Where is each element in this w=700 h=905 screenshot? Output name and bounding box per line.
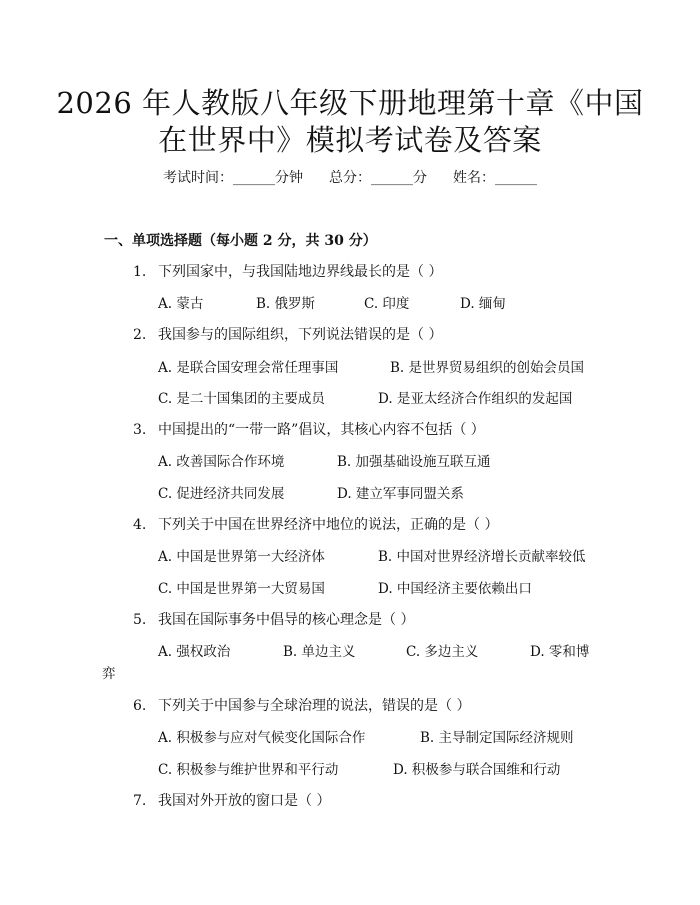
question-text: 下列关于中国在世界经济中地位的说法，正确的是（ ） [158,517,499,533]
question-number: 3. [133,422,147,438]
question-text: 下列关于中国参与全球治理的说法，错误的是（ ） [158,698,471,714]
option-a: A. 改善国际合作环境 [158,454,285,470]
option-c: C. 中国是世界第一大贸易国 [158,581,325,597]
option-d: D. 是亚太经济合作组织的发起国 [378,391,573,407]
option-d-wrap: 弈 [102,666,116,682]
option-c: C. 是二十国集团的主要成员 [158,391,325,407]
option-c: C. 多边主义 [406,644,479,660]
question-text: 下列国家中，与我国陆地边界线最长的是（ ） [158,264,443,280]
exam-name: 姓名：______ [453,170,537,186]
option-d: D. 零和博 [530,644,590,660]
option-b: B. 俄罗斯 [256,296,316,312]
question-number: 5. [133,612,147,628]
question-number: 7. [133,793,147,809]
option-d: D. 缅甸 [460,296,506,312]
question-number: 1. [133,264,147,280]
question-text: 我国对外开放的窗口是（ ） [158,793,331,809]
title-line-1: 2026 年人教版八年级下册地理第十章《中国 [56,86,644,120]
option-a: A. 中国是世界第一大经济体 [158,549,325,565]
option-b: B. 加强基础设施互联互通 [337,454,491,470]
option-a: A. 强权政治 [158,644,231,660]
option-b: B. 中国对世界经济增长贡献率较低 [378,549,586,565]
option-b: B. 单边主义 [283,644,356,660]
option-c: C. 印度 [364,296,410,312]
option-a: A. 蒙古 [158,296,204,312]
question-text: 我国在国际事务中倡导的核心理念是（ ） [158,612,415,628]
option-b: B. 是世界贸易组织的创始会员国 [390,360,585,376]
question-number: 2. [133,327,147,343]
question-number: 4. [133,517,147,533]
option-d: D. 中国经济主要依赖出口 [378,581,532,597]
exam-info [0,168,700,188]
question-text: 中国提出的“一带一路”倡议，其核心内容不包括（ ） [158,422,485,438]
question-text: 我国参与的国际组织，下列说法错误的是（ ） [158,327,443,343]
title-line-2: 在世界中》模拟考试卷及答案 [158,123,542,157]
option-b: B. 主导制定国际经济规则 [420,730,574,746]
section-heading: 一、单项选择题（每小题 2 分，共 30 分） [104,233,377,249]
option-c: C. 促进经济共同发展 [158,486,285,502]
option-d: D. 积极参与联合国维和行动 [393,762,561,778]
option-a: A. 是联合国安理会常任理事国 [158,360,339,376]
option-c: C. 积极参与维护世界和平行动 [158,762,339,778]
question-number: 6. [133,698,147,714]
exam-time: 考试时间：______分钟 [163,170,303,186]
exam-score: 总分：______分 [329,170,427,186]
option-d: D. 建立军事同盟关系 [337,486,464,502]
option-a: A. 积极参与应对气候变化国际合作 [158,730,366,746]
